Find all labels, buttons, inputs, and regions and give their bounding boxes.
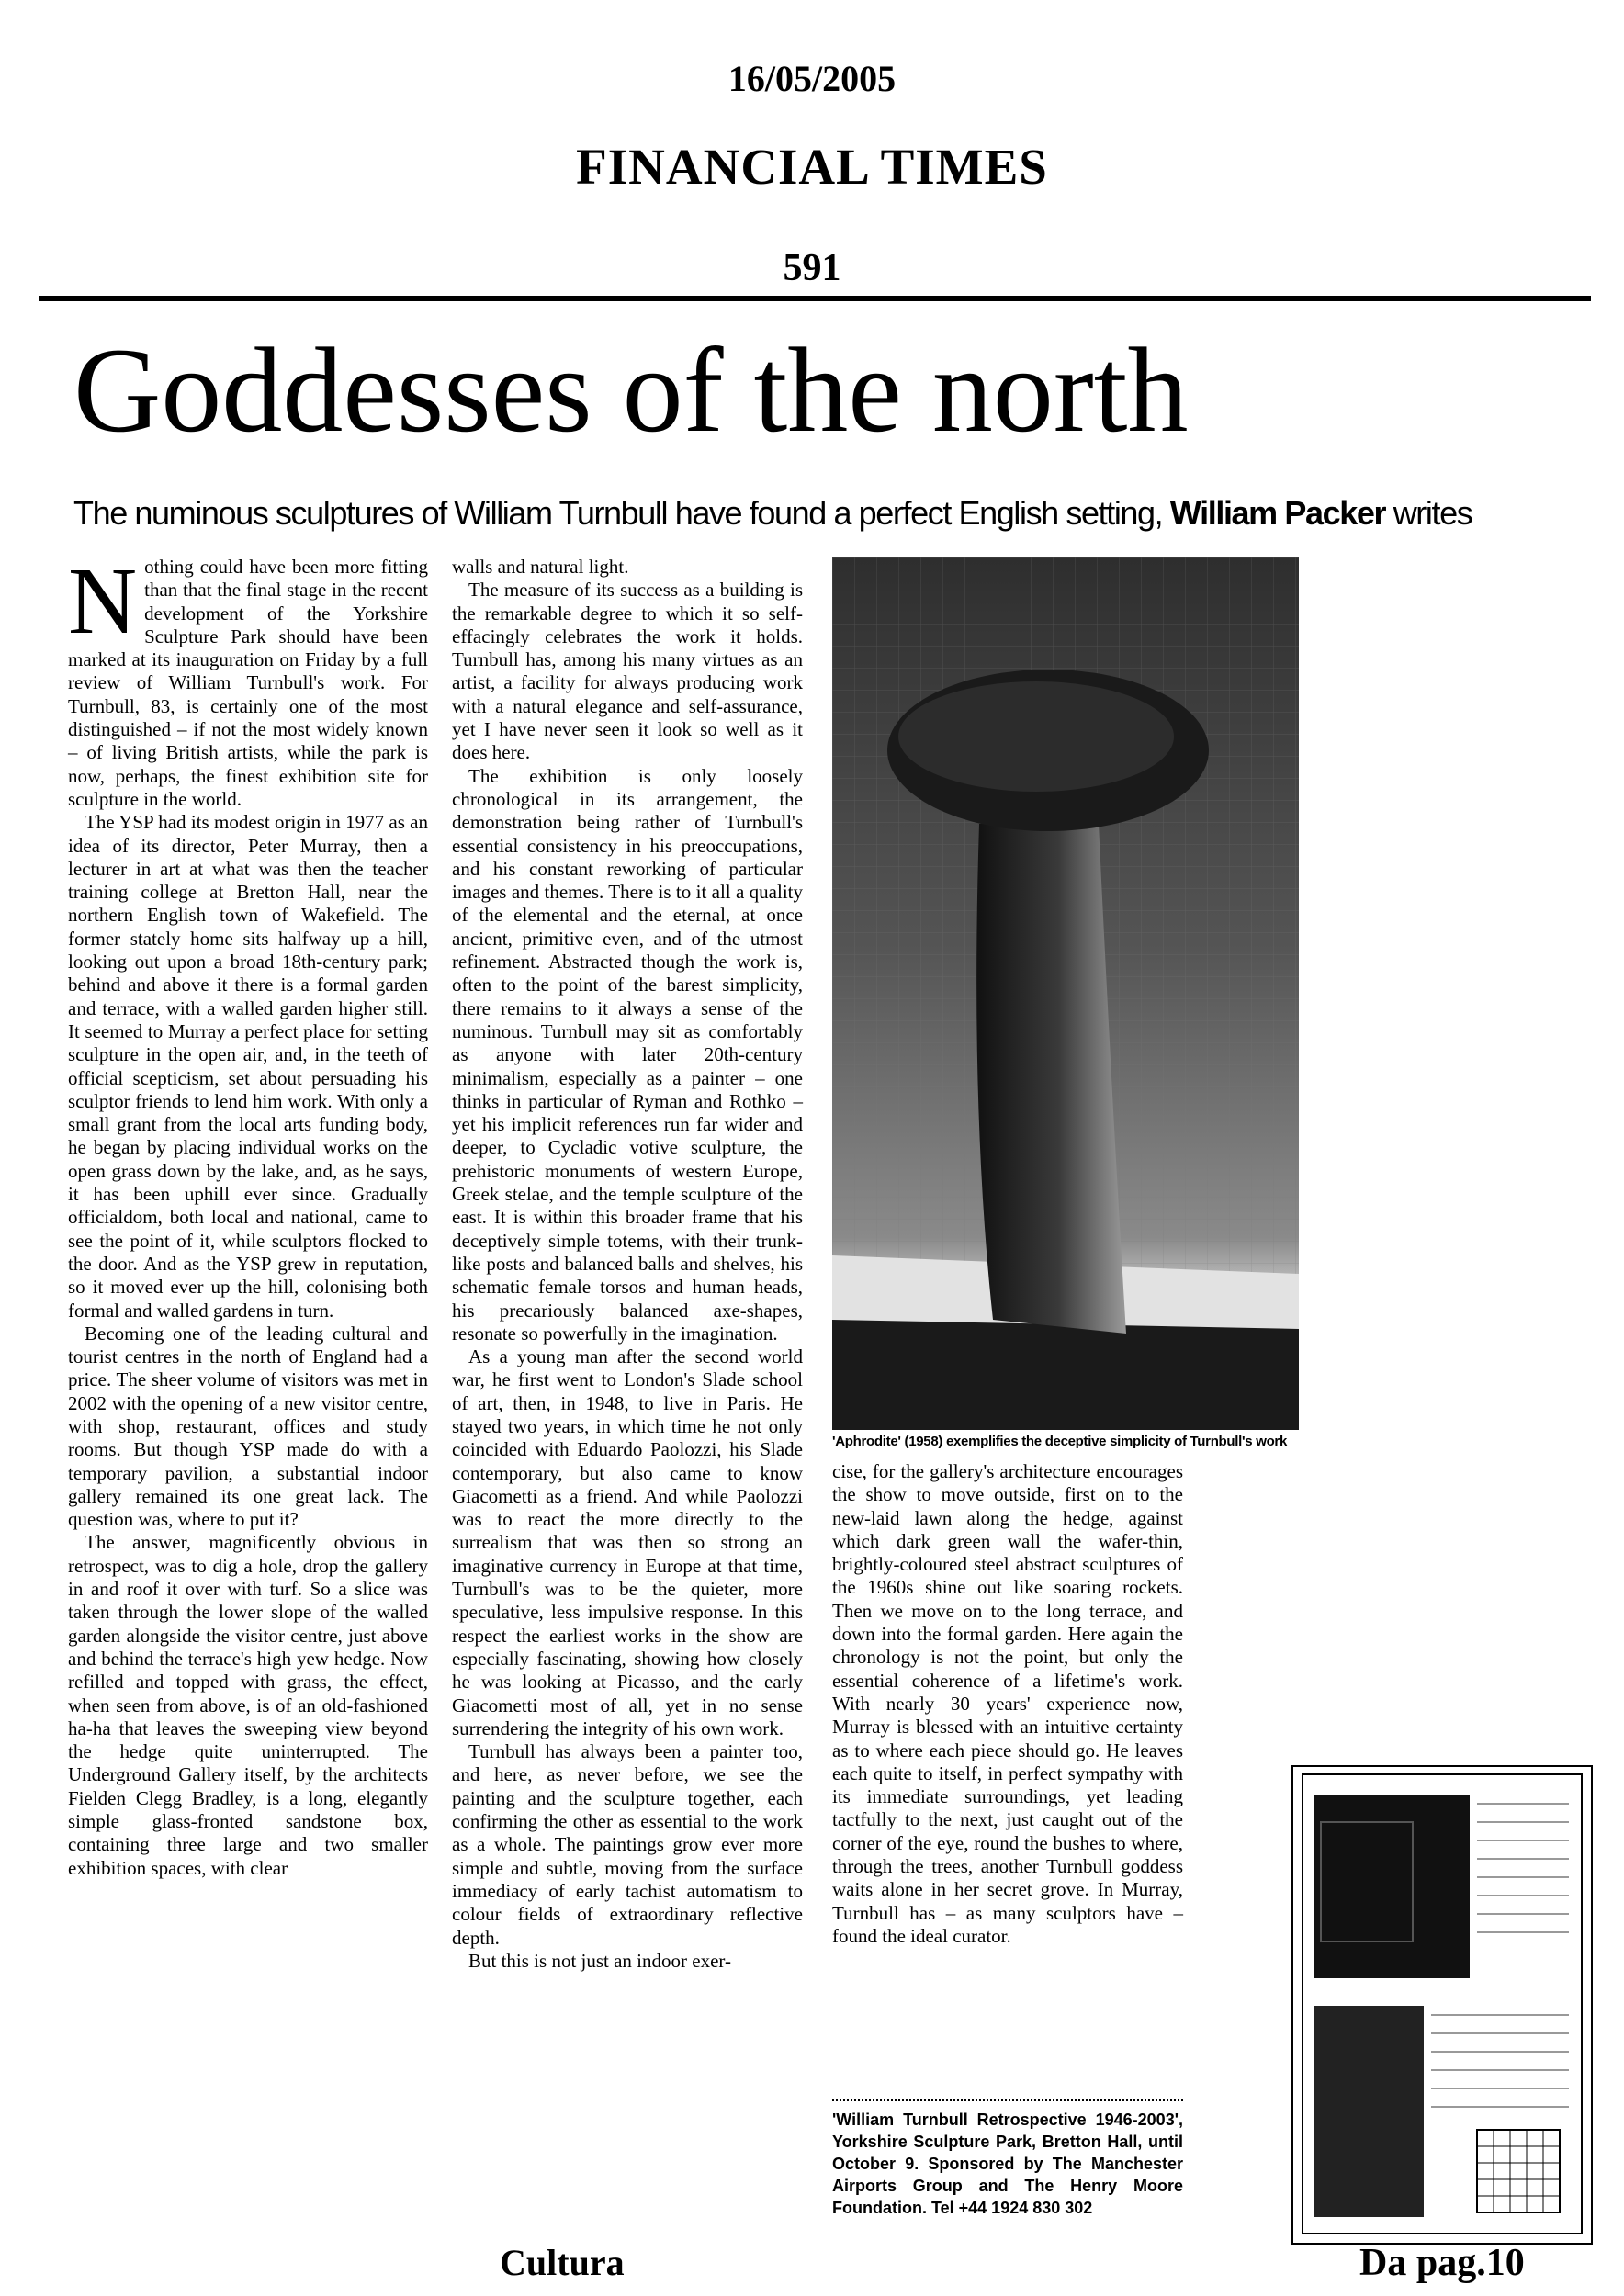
paragraph: walls and natural light. xyxy=(452,556,629,578)
page-thumbnail xyxy=(1291,1765,1593,2245)
paragraph: cise, for the gallery's architecture encourages the show to move outside, first on to the new-laid lawn along the hedge, against which dark green wall the wafer-thin, brightly-coloured steel abstract sculptures of the 1960s shine out like soaring rockets. Then we move on to the long terrace, and down into the formal garden. Here again the chronology is not the point, but only the essential coherence of a lifetime's work. With nearly 30 years' experience now, Murray is blessed with an intuitive certainty as to where each piece should go. He leaves each quite to itself, in perfect sympathy with its immediate surroundings, yet leading tactfully to the next, just caught out of the corner of the eye, round the bushes to where, through the trees, another Turnbull goddess waits alone in her secret grove. In Murray, Turnbull has – as many sculptors have – found the ideal curator. xyxy=(832,1460,1183,1947)
section-label: Cultura xyxy=(500,2242,625,2283)
newspaper-name: FINANCIAL TIMES xyxy=(576,139,1048,195)
paragraph: Becoming one of the leading cultural and tourist centres in the north of England had a price. The sheer volume of visitors was met in 2002 with the opening of a new visitor centre, with shop, restaurant, offices and study rooms. But though YSP made do with a temporary pavilion, a substantial indoor gallery remained its one great lack. The question was, where to put it? xyxy=(68,1322,428,1531)
article-column-2 xyxy=(452,556,803,1973)
paragraph xyxy=(68,548,428,811)
page-number: 591 xyxy=(783,247,841,289)
paragraph: The exhibition is only loosely chronological in its arrangement, the demonstration being rather of Turnbull's essential consistency in his preoccupations, and his constant reworking of particular images and themes. There is to it all a quality of the elemental and the eternal, at once ancient, primitive even, and of the utmost refinement. Abstracted though the work is, often to the point of the barest simplicity, there remains to it always a sense of the numinous. Turnbull may sit as comfortably as anyone with later 20th-century minimalism, especially as a painter – one thinks in particular of Ryman and Rothko – yet his implicit references run far wider and deeper, to Cycladic votive sculpture, the prehistoric monuments of western Europe, Greek stelae, and the temple sculpture of the east. It is within this broader frame that his deceptively simple totems, with their trunk-like posts and balanced balls and shelves, his schematic female torsos and human heads, his precariously balanced axe-shapes, resonate so powerfully in the imagination. xyxy=(452,764,803,1345)
paragraph: But this is not just an indoor exer- xyxy=(468,1949,731,1972)
credits-divider xyxy=(832,2099,1183,2101)
paragraph: The measure of its success as a building is the remarkable degree to which it so self-effacingly celebrates the work it holds. Turnbull has, among his many virtues as an artist, a facility for always producing work with a natural elegance and self-assurance, yet I have never seen it look so well as it does here. xyxy=(452,579,803,764)
paragraph: As a young man after the second world war, he first went to London's Slade school of art, then, in 1948, to live in Paris. He stayed two years, in which time he not only coincided with Eduardo Paolozzi, his Slade contemporary, but also came to know Giacometti as a friend. And while Paolozzi was to react the more directly to the surrealism that was then so strong an imaginative currency in Europe at that time, Turnbull's was to be the quieter, more speculative, less impulsive response. In this respect the earliest works in the show are especially fascinating, showing how closely he was looking at Picasso, and the early Giacometti most of all, yet in no sense surrendering the integrity of his own work. xyxy=(452,1345,803,1739)
paragraph: The answer, magnificently obvious in retrospect, was to dig a hole, drop the gallery in and roof it over with turf. So a slice was taken through the lower slope of the walled garden alongside the visitor centre, just above and behind the terrace's high yew hedge. Now refilled and topped with grass, the effect, when seen from above, is of an old-fashioned ha-ha that leaves the sweeping view beyond the hedge quite uninterrupted. The Underground Gallery itself, by the architects Fielden Clegg Bradley, is a long, elegantly simple glass-fronted sandstone box, containing three large and two smaller exhibition spaces, with clear xyxy=(68,1531,428,1879)
newspaper-page-thumbnail-image xyxy=(1293,1767,1591,2243)
aphrodite-sculpture-image xyxy=(832,557,1299,1430)
photo-caption: 'Aphrodite' (1958) exemplifies the deceptive simplicity of Turnbull's work xyxy=(832,1434,1288,1449)
clipping-date: 16/05/2005 xyxy=(727,58,897,99)
drop-cap: N xyxy=(68,548,138,654)
article-column-3 xyxy=(832,1460,1183,1948)
standfirst-text: The numinous sculptures of William Turnbull have found a perfect English setting, xyxy=(73,494,1170,532)
paragraph: The YSP had its modest origin in 1977 as an idea of its director, Peter Murray, then a lecturer in art at what was then the teacher training college at Bretton Hall, near the northern English town of Wakefield. The former stately home sits halfway up a hill, looking out upon a broad 18th-century park; behind and above it there is a formal garden and terrace, with a walled garden higher still. It seemed to Murray a perfect place for setting sculpture in the open air, and, in the teeth of official scepticism, set about persuading his sculptor friends to lend him work. With only a small grant from the local arts funding body, he began by placing individual works on the open grass down by the lake, and, as he says, it has been uphill ever since. Gradually officialdom, both local and national, came to see the point of it, while sculptors flocked to the door. And as the YSP grew in reputation, so it moved ever up the hill, colonising both formal and walled gardens in turn. xyxy=(68,811,428,1322)
article-standfirst xyxy=(73,494,1562,533)
header-rule xyxy=(39,296,1591,301)
paragraph-text: othing could have been more fitting than that the final stage in the recent development of the Yorkshire Sculpture Park should have been marked at its inauguration on Friday by a full review of William Turnbull's work. For Turnbull, 83, is certainly one of the most distinguished – if not the most widely known – of living British artists, while the park is now, perhaps, the finest exhibition site for sculpture in the world. xyxy=(68,556,428,810)
exhibition-credits: 'William Turnbull Retrospective 1946-2003', Yorkshire Sculpture Park, Bretton Hall, until October 9. Sponsored by The Manchester Airports Group and The Henry Moore Foundation. Tel +44 1924 830 302 xyxy=(832,2110,1183,2217)
article-column-1 xyxy=(68,548,428,1880)
author-name: William Packer xyxy=(1169,494,1386,532)
article-headline: Goddesses of the north xyxy=(73,322,1189,457)
standfirst-suffix: writes xyxy=(1385,494,1472,532)
paragraph: Turnbull has always been a painter too, and here, as never before, we see the painting and the sculpture together, each confirming the other as essential to the work as a whole. The paintings grow ever more simple and subtle, moving from the surface immediacy of early tachist automatism to colour fields of extraordinary reflective depth. xyxy=(452,1740,803,1949)
sculpture-photo xyxy=(832,557,1299,1430)
continued-from-label: Da pag.10 xyxy=(1359,2242,1525,2284)
